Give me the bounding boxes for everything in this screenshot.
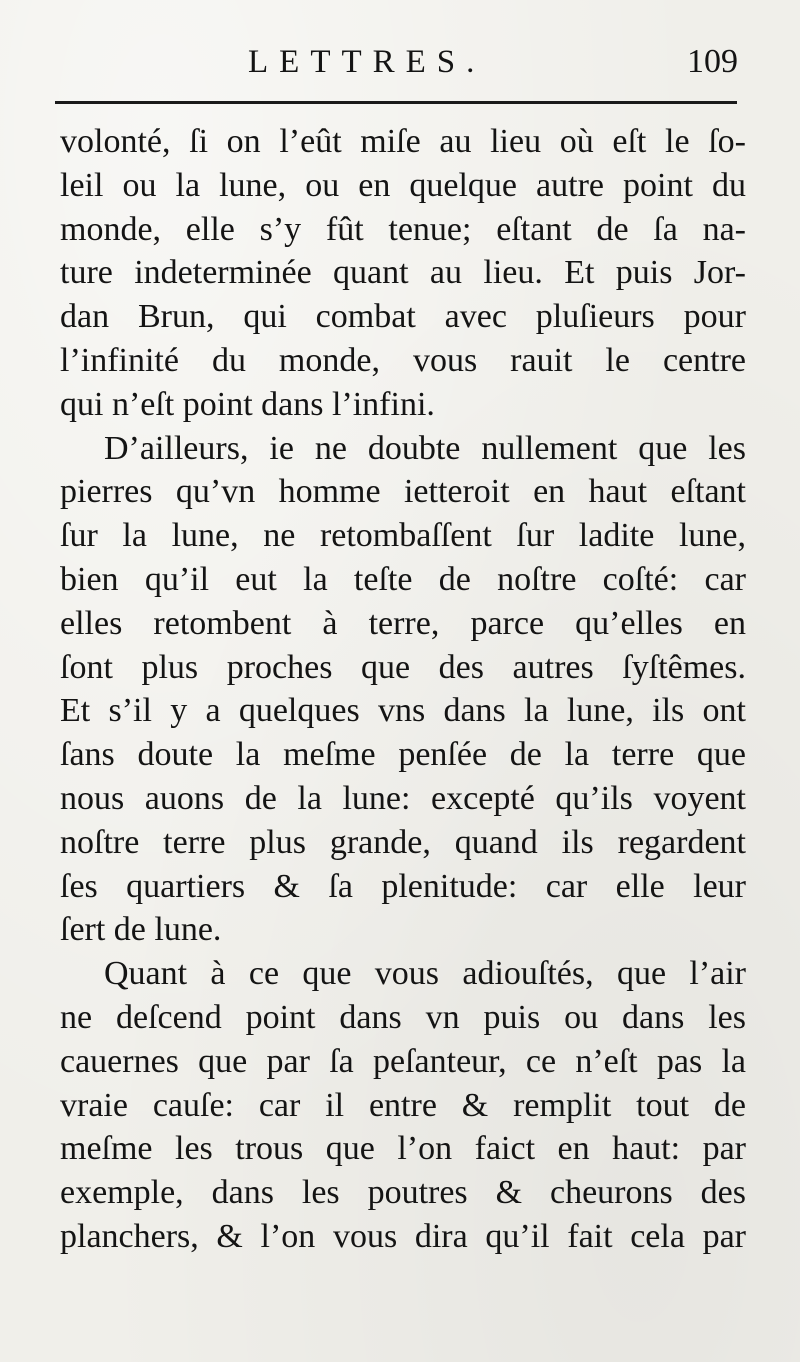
text-line: monde, elle s’y fût tenue; eſtant de ſa na- [60,210,746,248]
text-line: exemple, dans les poutres & cheurons des [60,1174,746,1212]
body-text [60,120,746,1259]
text-line: l’infinité du monde, vous rauit le centre [60,341,746,379]
text-line: meſme les trous que l’on faict en haut: par [60,1130,746,1168]
text-line: cauernes que par ſa peſanteur, ce n’eſt pas la [60,1042,746,1080]
text-line: ſur la lune, ne retombaſſent ſur ladite lune, [60,517,746,555]
text-line: volonté, ſi on l’eût miſe au lieu où eſt le ſo- [60,123,746,160]
page-number: 109 [687,43,738,80]
paragraph [60,120,746,427]
text-line: noſtre terre plus grande, quand ils regardent [60,823,746,861]
paragraph [60,427,746,953]
text-line: ſans doute la meſme penſée de la terre que [60,736,746,774]
running-title: LETTRES. [248,44,486,80]
running-head [0,38,800,88]
header-rule [55,101,737,104]
text-line: dan Brun, qui combat avec pluſieurs pour [60,298,746,336]
text-line: bien qu’il eut la teſte de noſtre coſté: car [60,560,746,598]
text-line: ſes quartiers & ſa plenitude: car elle leur [60,867,746,905]
text-line: vraie cauſe: car il entre & remplit tout de [60,1086,746,1124]
text-line: Quant à ce que vous adiouſtés, que l’air [104,955,746,993]
text-line: ne deſcend point dans vn puis ou dans les [60,998,746,1036]
text-line: nous auons de la lune: excepté qu’ils voyent [60,779,746,817]
text-line: D’ailleurs, ie ne doubte nullement que les [104,429,746,467]
text-line: ſert de lune. [60,911,222,949]
text-line: leil ou la lune, ou en quelque autre point du [60,166,746,204]
text-line: pierres qu’vn homme ietteroit en haut eſtant [60,473,746,511]
text-line: qui n’eſt point dans l’infini. [60,385,435,423]
text-line: planchers, & l’on vous dira qu’il fait cela par [60,1217,746,1255]
text-line: Et s’il y a quelques vns dans la lune, ils ont [60,692,746,730]
text-line: ſont plus proches que des autres ſyſtêmes. [60,648,746,686]
text-line: elles retombent à terre, parce qu’elles en [60,604,746,642]
paragraph [60,952,746,1259]
text-line: ture indeterminée quant au lieu. Et puis Jor- [60,254,746,292]
